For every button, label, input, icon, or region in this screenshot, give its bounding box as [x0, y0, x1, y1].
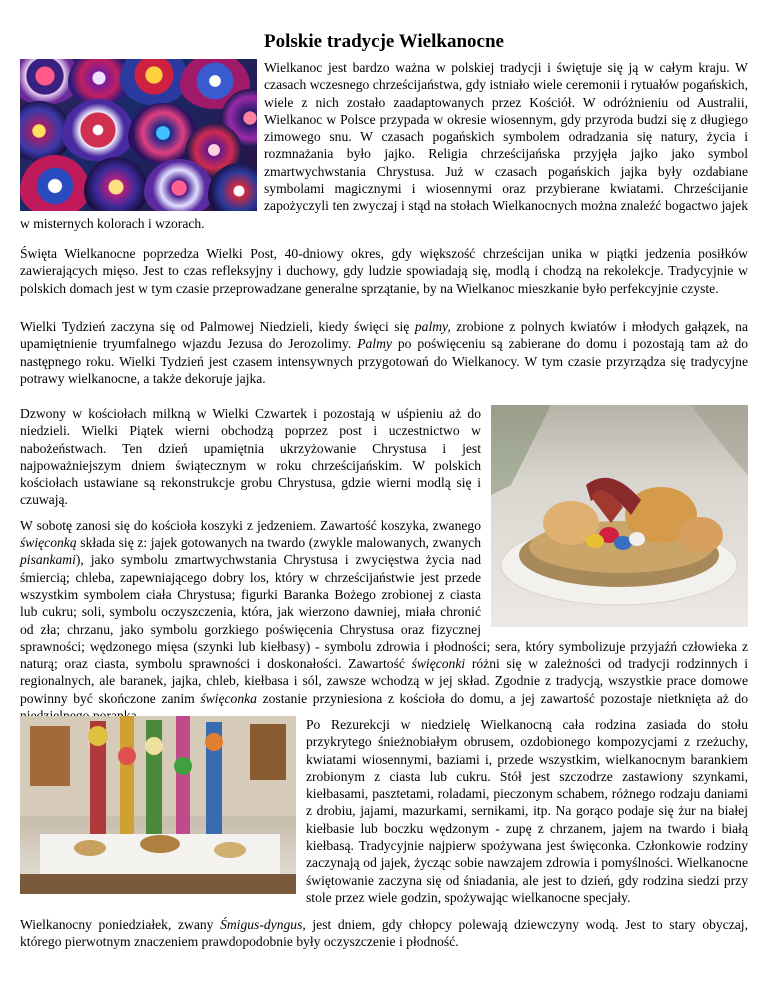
- italic-term: Palmy: [357, 336, 392, 352]
- paragraph-holy-thursday: Dzwony w kościołach milkną w Wielki Czwartek i pozostają w uśpieniu aż do niedzieli. Wielki Piątek wierni obchodzą poprzez post i uczestnictwo w nabożeństwach. Ten dzień upamiętnia ukrzyżowanie Chrystusa i jest najpoważniejszym dniem świątecznym w roku chrześcijańskim. W polskich kościołach ustawiane są rekonstrukcje grobu Chrystusa, gdzie wierni modlą się i czuwają.: [20, 406, 481, 508]
- text-run: , jest dniem, gdy chłopcy polewają dziewczyny wodą. Jest to stary obyczaj, którego pierwotnym znaczeniem prawdopodobnie były oczyszczenie i płodność.: [20, 917, 748, 950]
- italic-term: palmy,: [414, 319, 451, 334]
- section-holy-thursday: [20, 405, 748, 724]
- paragraph-easter-sunday: Po Rezurekcji w niedzielę Wielkanocną cała rodzina zasiada do stołu przykrytego śnieżnobiałym obrusem, ozdobionego kompozycjami z rzeżuchy, kwiatami wiosennymi, baziami i, przede wszystkim, wielkanocnym barankiem zrobionym z ciasta lub cukru. Stół jest szczodrze zastawiony szynkami, kiełbasami, pasztetami, roladami, pieczonym schabem, różnego rodzaju daniami z drobiu, jajami, mazurkami, sernikami, itp. Na gorąco podaje się żur na białej kiełbasie lub boczku wędzonym - zupę z chrzanem, jajem na twardo i białą kiełbasą. Tradycyjnie najpierw spożywana jest święconka. Członkowie rodziny zaczynają od jajek, życząc sobie nawzajem zdrowia i pomyślności. Wielkanocne świętowanie zaczyna się od śniadania, ale jest to dzień, gdy rodzina siedzi przy stole przez wiele godzin, spożywając wielkanocne specjały.: [306, 717, 748, 905]
- text-run: składa się z: jajek gotowanych na twardo (zwykle malowanych, zwanych: [76, 535, 481, 551]
- painted-eggs-image: [20, 59, 257, 211]
- basket-illustration: [491, 405, 748, 627]
- section-holy-week: [20, 318, 748, 387]
- paragraph-intro: Wielkanoc jest bardzo ważna w polskiej tradycji i świętuje się ją w całym kraju. W czasach wczesnego chrześcijaństwa, gdy istniało wiele ceremonii i rytuałów pogańskich, wiele z nich zostało zaadaptowanych przez Kościół. W odróżnieniu od Australii, Wielkanoc w Polsce przypada w okresie wiosennym, gdy przyroda budzi się z długiego zimowego snu. W czasach pogańskich symbolem odradzania się natury, życia i rozmnażania było jajko. Religia chrześcijańska przyjęła jajko jako symbol zmartwychwstania Chrystusa. Już w czasach pogańskich jajka były ozdabiane symbolami magicznymi i wiosennymi oraz przybierane kwiatami. Chrześcijanie zapożyczyli ten zwyczaj i stąd na stołach Wielkanocnych można znaleźć bogactwo jajek w misternych kolorach i wzorach.: [20, 60, 748, 231]
- text-run: ), jako symbolu zmartwychwstania Chrystusa i zwycięstwa życia nad śmiercią; chleba, zapewniającego dobry los, który w chrześcijaństwie jest przede wszystkim symbolem ciała Chrystusa; figurki Baranka Bożego zrobionej z ciasta lub cukru; soli, symbolu oczyszczenia, która, jak wierzono dawniej, miała chronić od zła; chrzanu, jako symbolu gorzkiego poświęcenia Chrystusa oraz fizycznej sprawności; wędzonego mięsa (szynki lub kiełbasy) - symbolu zdrowia i płodności; sera, który symbolizuje przyjaźń człowieka z naturą; oraz ciasta, symbolu sprawności i doskonałości. Zawartość: [20, 552, 748, 672]
- italic-term: święconką: [20, 535, 77, 551]
- palms-room-image: [20, 716, 296, 894]
- easter-basket-image: [491, 405, 748, 627]
- section-lent: [20, 245, 748, 297]
- italic-term: święconka: [200, 690, 257, 706]
- italic-term: pisankami: [20, 552, 76, 568]
- paragraph-lent: Święta Wielkanocne poprzedza Wielki Post, 40-dniowy okres, gdy większość chrześcijan unika w piątki jedzenia posiłków zawierających mięso. Jest to czas refleksyjny i duchowy, gdy ludzie spowiadają się, modlą i chodzą na rekolekcje. Tradycyjnie w polskich domach jest w tym czasie przeprowadzane generalne sprzątanie, by na Wielkanoc mieszkanie było perfekcyjnie czyste.: [20, 246, 748, 296]
- text-run: zostanie przyniesiona z kościoła do domu, a jej zawartość pozostaje nietknięta aż do: [262, 690, 749, 706]
- text-run: Wielki Tydzień zaczyna się od Palmowej Niedzieli, kiedy święci się: [20, 319, 415, 334]
- section-easter-monday: [20, 916, 748, 951]
- text-run: po poświęceniu są zabierane do domu i pozostają tam aż do następnego roku. Wielki Tydzień jest czasem intensywnych przygotowań do Wielkanocy. W tym czasie przyrządza się tradycyjne potrawy wielkanocne, a także dekoruje jajka.: [20, 336, 749, 386]
- italic-term: święconki: [411, 656, 466, 672]
- paragraph-holy-week: [20, 318, 748, 387]
- text-run: W sobotę zanosi się do kościoła koszyki z jedzeniem. Zawartość koszyka, zwanego: [20, 517, 481, 533]
- section-intro: [20, 59, 748, 232]
- room-illustration: [20, 716, 296, 894]
- italic-term: Śmigus-dyngus: [220, 917, 303, 932]
- text-run: Wielkanocny poniedziałek, zwany: [20, 917, 221, 932]
- text-run: zrobione z polnych kwiatów i młodych gałązek, na upamiętnienie tryumfalnego wjazdu Jezusa do Jerozolimy.: [20, 319, 748, 352]
- section-easter-sunday: [20, 716, 748, 906]
- page-title: Polskie tradycje Wielkanocne: [264, 31, 504, 52]
- text-run: różni się w zależności od tradycji rodzinnych i regionalnych, ale baranek, jajka, chleb, kiełbasa i sól, zawsze wchodzą w jej skład. Zgodnie z tradycją, wszystkie prace domowe powinny być skończone zanim: [20, 656, 748, 706]
- paragraph-easter-monday: [20, 916, 748, 951]
